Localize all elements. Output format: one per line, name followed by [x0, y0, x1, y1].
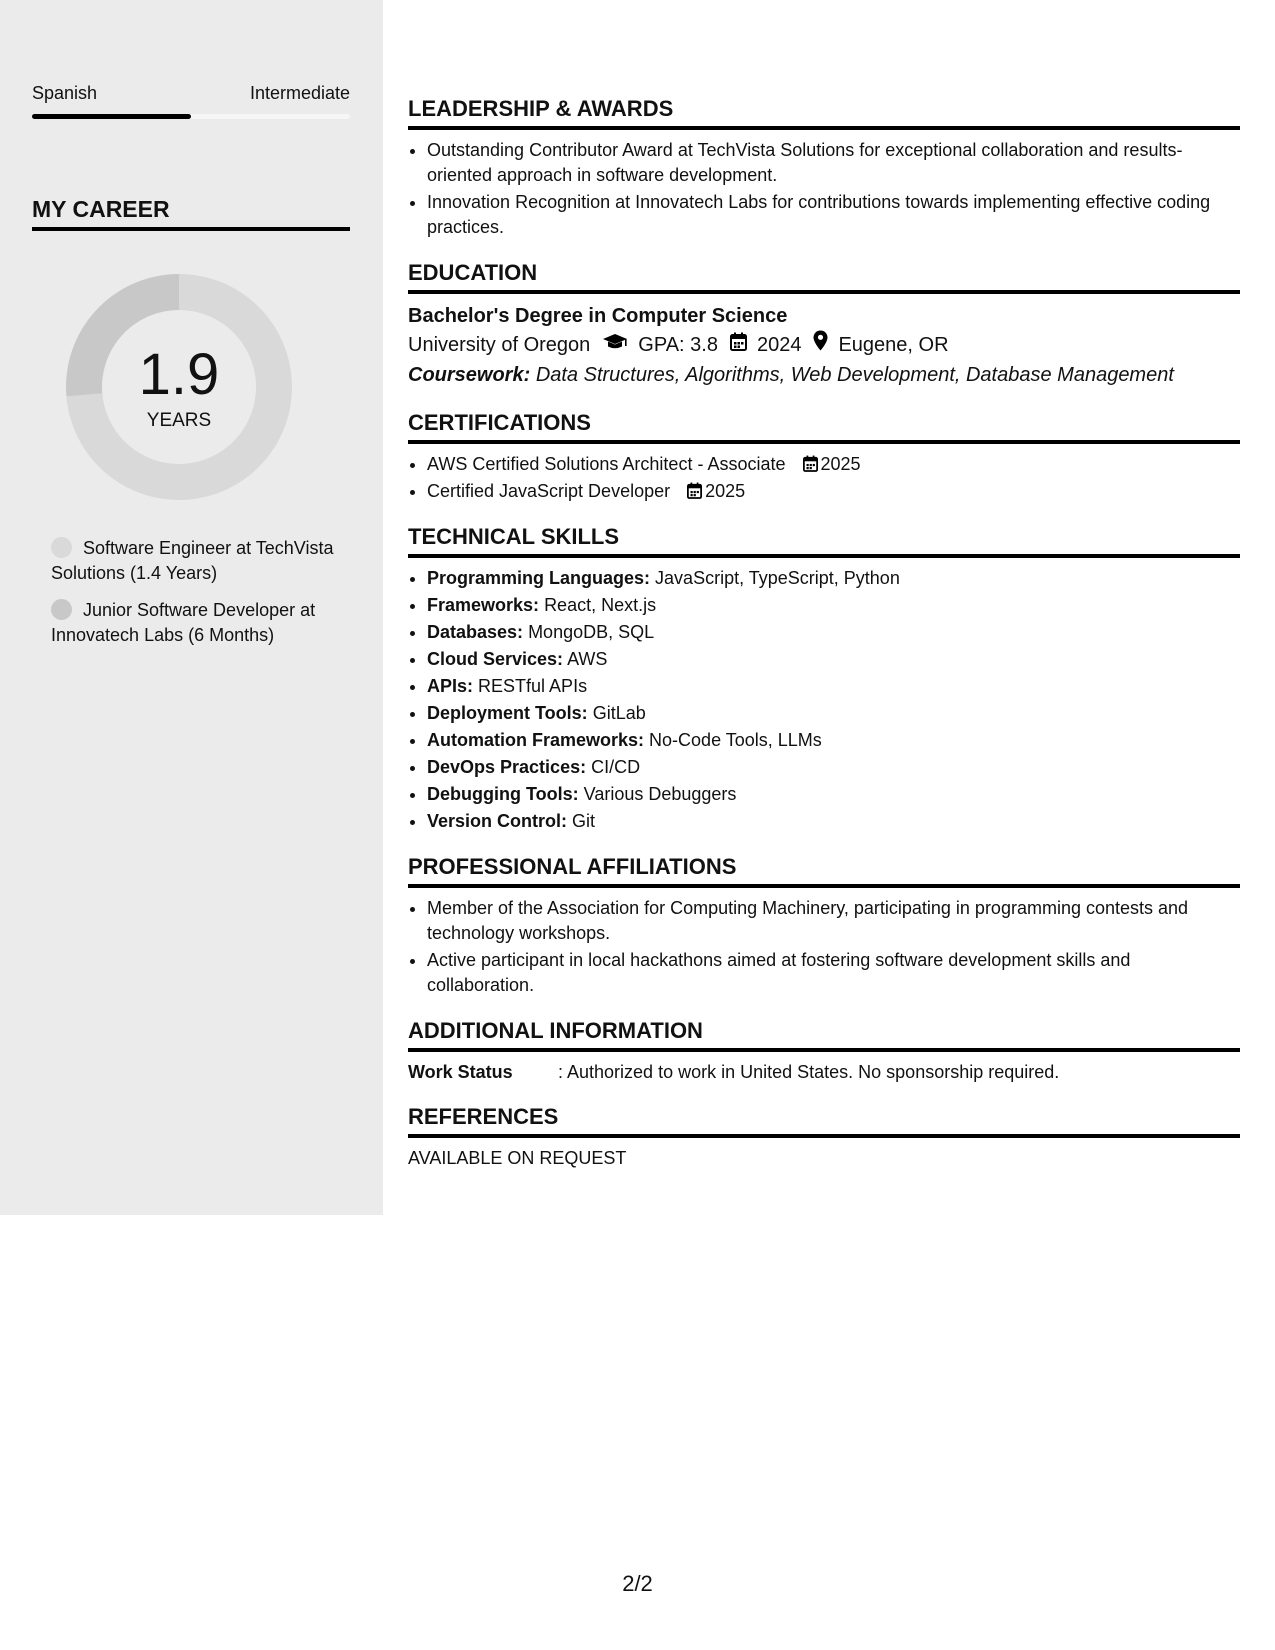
skill-label: Debugging Tools:	[427, 784, 579, 804]
education-section	[408, 260, 1240, 390]
additional-title: ADDITIONAL INFORMATION	[408, 1018, 1240, 1052]
skill-item	[427, 809, 1240, 834]
certification-name: Certified JavaScript Developer	[427, 481, 671, 501]
coursework-label: Coursework:	[408, 364, 531, 386]
skill-value: RESTful APIs	[478, 676, 588, 696]
skill-item	[427, 647, 1240, 672]
certification-date	[687, 479, 745, 504]
page-number: 2/2	[622, 1571, 653, 1596]
skill-item	[427, 593, 1240, 618]
affiliations-list	[408, 896, 1240, 998]
language-level: Intermediate	[249, 83, 350, 103]
career-total-value: 1.9	[138, 342, 220, 407]
certification-year: 2025	[820, 454, 861, 474]
certification-date	[803, 452, 861, 477]
skill-item	[427, 782, 1240, 807]
education-year: 2024	[756, 334, 802, 356]
certification-item	[427, 452, 1240, 477]
skills-list	[408, 566, 1240, 834]
certification-item	[427, 479, 1240, 504]
graduation-cap-icon	[602, 330, 628, 360]
skill-item	[427, 566, 1240, 591]
leadership-title: LEADERSHIP & AWARDS	[408, 96, 1240, 130]
leadership-item: • Innovation Recognition at Innovatech Labs for contributions towards implementing effective coding practices.	[427, 190, 1240, 240]
certifications-list	[408, 452, 1240, 504]
skill-label: Automation Frameworks:	[427, 730, 645, 750]
language-row	[32, 83, 350, 104]
education-gpa: GPA: 3.8	[638, 334, 718, 356]
map-pin-icon	[813, 330, 828, 360]
skill-value: React, Next.js	[544, 595, 657, 615]
education-coursework	[408, 360, 1240, 390]
affiliation-item: • Active participant in local hackathons aimed at fostering software development skills and collaboration.	[427, 948, 1240, 998]
education-meta	[408, 330, 1240, 360]
references-text: AVAILABLE ON REQUEST	[408, 1148, 627, 1168]
certifications-title: CERTIFICATIONS	[408, 410, 1240, 444]
skill-item	[427, 755, 1240, 780]
skill-item	[427, 674, 1240, 699]
education-degree: Bachelor's Degree in Computer Science	[408, 305, 788, 327]
skill-label: Databases:	[427, 622, 524, 642]
references-section	[408, 1104, 1240, 1170]
references-title: REFERENCES	[408, 1104, 1240, 1138]
language-proficiency-fill	[32, 114, 191, 119]
legend-dot-icon	[51, 537, 72, 558]
career-legend	[51, 536, 351, 660]
skill-value: AWS	[567, 649, 608, 669]
skill-item	[427, 728, 1240, 753]
leadership-list	[408, 138, 1240, 240]
skill-value: MongoDB, SQL	[528, 622, 655, 642]
main-content	[408, 96, 1240, 1190]
calendar-icon	[687, 482, 702, 499]
skill-item	[427, 701, 1240, 726]
certification-name: AWS Certified Solutions Architect - Associate	[427, 454, 786, 474]
affiliations-section	[408, 854, 1240, 998]
certifications-section	[408, 410, 1240, 504]
legend-dot-icon	[51, 599, 72, 620]
calendar-icon	[730, 330, 747, 360]
certification-year: 2025	[705, 481, 746, 501]
skill-label: Version Control:	[427, 811, 568, 831]
affiliations-title: PROFESSIONAL AFFILIATIONS	[408, 854, 1240, 888]
work-status-label: Work Status	[408, 1062, 513, 1082]
skill-value: Git	[572, 811, 596, 831]
career-legend-label: Software Engineer at TechVista Solutions (1.4 Years)	[51, 538, 334, 583]
leadership-item: • Outstanding Contributor Award at TechVista Solutions for exceptional collaboration and results-oriented approach in software development.	[427, 138, 1240, 188]
calendar-icon	[803, 455, 818, 472]
career-donut-chart	[66, 274, 292, 500]
skill-value: GitLab	[592, 703, 646, 723]
skill-value: CI/CD	[591, 757, 641, 777]
skill-item	[427, 620, 1240, 645]
coursework-value: Data Structures, Algorithms, Web Development, Database Management	[535, 364, 1174, 386]
education-school: University of Oregon	[408, 334, 591, 356]
work-status-value: : Authorized to work in United States. No sponsorship required.	[558, 1062, 1060, 1082]
language-name: Spanish	[32, 83, 98, 103]
career-title: MY CAREER	[32, 196, 350, 231]
skill-label: APIs:	[427, 676, 474, 696]
career-legend-item	[51, 598, 351, 648]
skill-label: Programming Languages:	[427, 568, 651, 588]
education-title: EDUCATION	[408, 260, 1240, 294]
skill-label: DevOps Practices:	[427, 757, 587, 777]
skill-value: No-Code Tools, LLMs	[649, 730, 822, 750]
skill-value: JavaScript, TypeScript, Python	[655, 568, 900, 588]
education-location: Eugene, OR	[838, 334, 949, 356]
language-proficiency-bar	[32, 114, 350, 119]
career-legend-item	[51, 536, 351, 586]
work-status-row	[408, 1060, 1240, 1084]
sidebar	[0, 0, 383, 1215]
additional-section	[408, 1018, 1240, 1084]
skill-value: Various Debuggers	[583, 784, 737, 804]
skills-section	[408, 524, 1240, 834]
career-total-unit: YEARS	[146, 410, 212, 431]
affiliation-item: • Member of the Association for Computing Machinery, participating in programming contests and technology workshops.	[427, 896, 1240, 946]
skill-label: Cloud Services:	[427, 649, 564, 669]
skill-label: Frameworks:	[427, 595, 540, 615]
skills-title: TECHNICAL SKILLS	[408, 524, 1240, 558]
career-legend-label: Junior Software Developer at Innovatech Labs (6 Months)	[51, 600, 316, 645]
leadership-section	[408, 96, 1240, 240]
skill-label: Deployment Tools:	[427, 703, 588, 723]
